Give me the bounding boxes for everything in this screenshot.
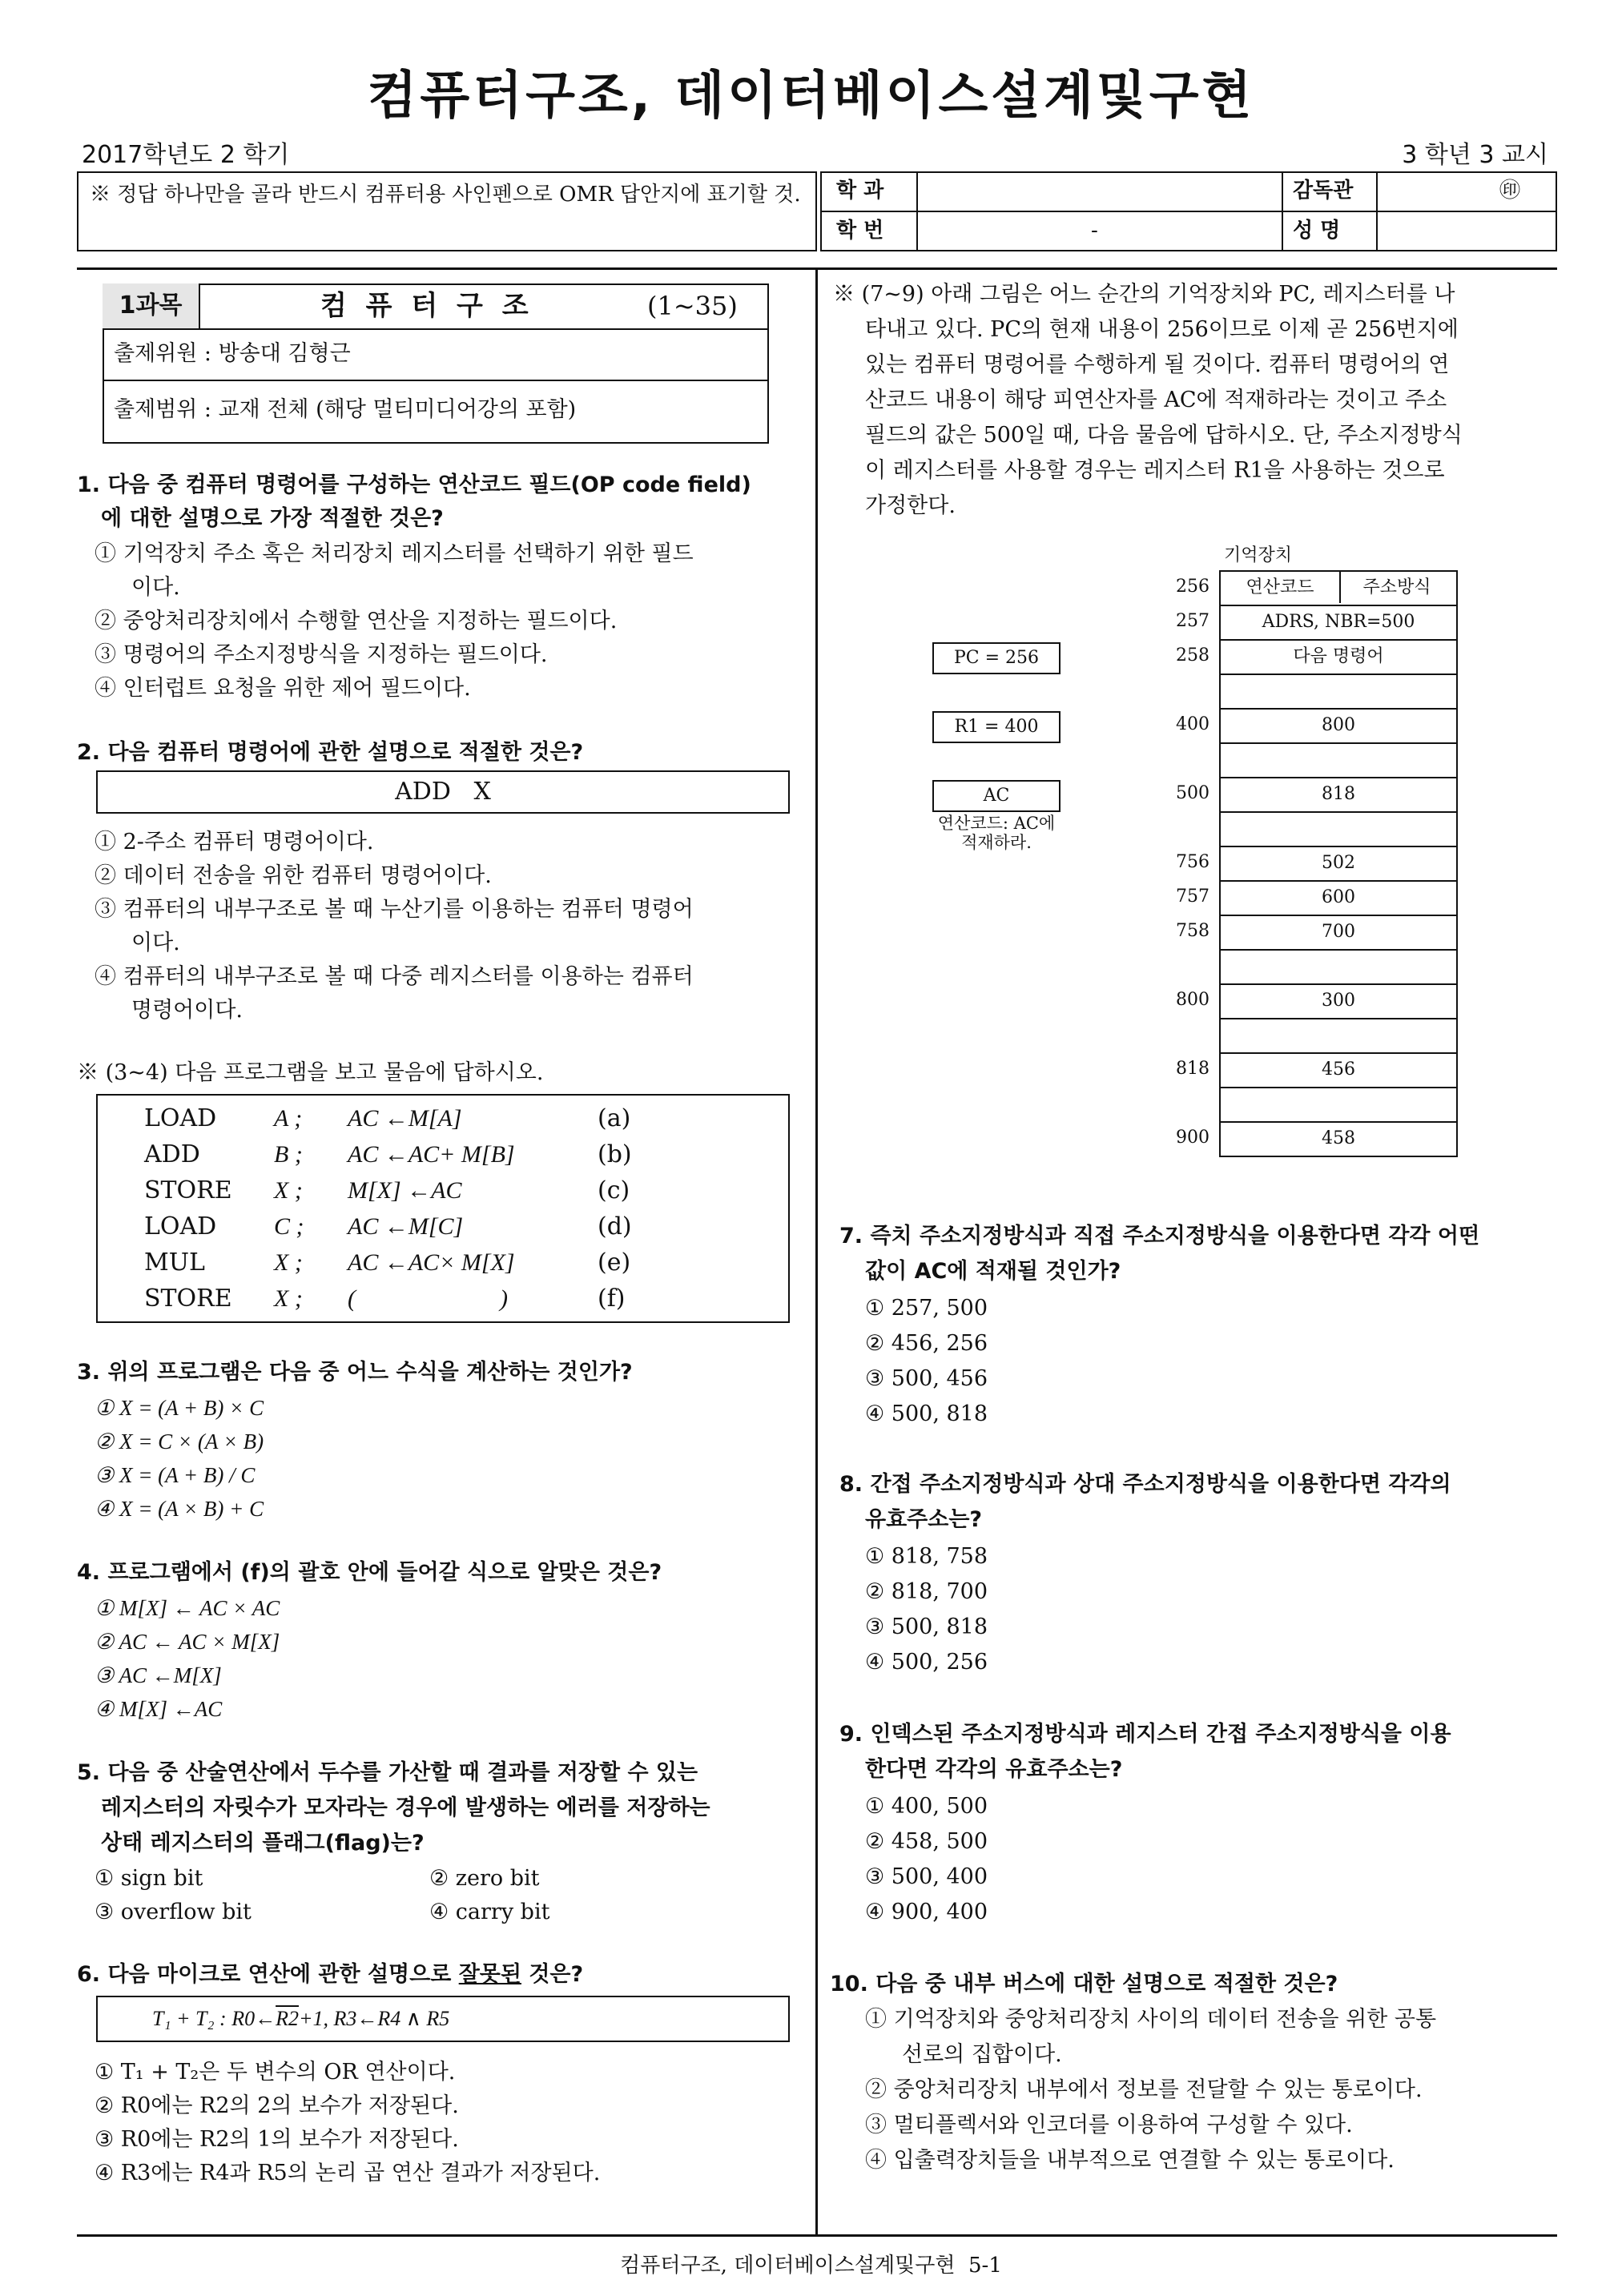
memory-cell: [1219, 742, 1458, 778]
notice-text: ※ 정답 하나만을 골라 반드시 컴퓨터용 사인펜으로 OMR 답안지에 표기할 것.: [90, 183, 801, 207]
q4-option[interactable]: ④ M[X] ←AC: [95, 1697, 223, 1721]
ac-note: 적재하라.: [961, 833, 1032, 852]
q79-intro: ※ (7~9) 아래 그림은 어느 순간의 기억장치와 PC, 레지스터를 나: [833, 282, 1455, 307]
memory-cell: [1219, 811, 1458, 847]
memory-cell: [1219, 674, 1458, 710]
memory-cell: 700: [1219, 915, 1458, 951]
q10-stem: 10. 다음 중 내부 버스에 대한 설명으로 적절한 것은?: [830, 1972, 1338, 1996]
q1-stem-cont: 에 대한 설명으로 가장 적절한 것은?: [101, 506, 444, 531]
seal-mark: ㊞: [1499, 179, 1521, 203]
q4-stem: 4. 프로그램에서 (f)의 괄호 안에 들어갈 식으로 알맞은 것은?: [77, 1560, 662, 1585]
q7-option[interactable]: ② 456, 256: [865, 1331, 988, 1356]
memory-address: 756: [1176, 852, 1209, 872]
q5-option[interactable]: ③ overflow bit: [95, 1900, 252, 1924]
q10-option[interactable]: ③ 멀티플렉서와 인코더를 이용하여 구성할 수 있다.: [865, 2113, 1353, 2137]
q9-option[interactable]: ② 458, 500: [865, 1829, 988, 1854]
q5-stem-cont: 레지스터의 자릿수가 모자라는 경우에 발생하는 에러를 저장하는: [101, 1795, 710, 1820]
subject-scope: 출제범위 : 교재 전체 (해당 멀티미디어강의 포함): [114, 397, 577, 422]
subject-range: (1~35): [647, 291, 738, 321]
subject-author: 출제위원 : 방송대 김형근: [114, 341, 351, 366]
memory-cell: ADRS, NBR=500: [1219, 605, 1458, 641]
q5-option[interactable]: ① sign bit: [95, 1866, 203, 1891]
q6-option[interactable]: ① T₁ + T₂은 두 변수의 OR 연산이다.: [95, 2060, 456, 2085]
q3-option[interactable]: ① X = (A + B) × C: [95, 1396, 264, 1420]
id-label: 학 번: [836, 219, 884, 243]
memory-cell: 800: [1219, 708, 1458, 744]
supervisor-label: 감독관: [1293, 179, 1354, 203]
q4-option[interactable]: ③ AC ←M[X]: [95, 1663, 222, 1687]
q6-option[interactable]: ③ R0에는 R2의 1의 보수가 저장된다.: [95, 2127, 459, 2152]
memory-address: 900: [1176, 1128, 1209, 1148]
q7-stem-cont: 값이 AC에 적재될 것인가?: [865, 1259, 1121, 1284]
q2-instruction: ADD X: [395, 778, 491, 806]
q8-stem-cont: 유효주소는?: [865, 1507, 983, 1532]
q1-option[interactable]: ④ 인터럽트 요청을 위한 제어 필드이다.: [95, 676, 471, 701]
q10-option[interactable]: ② 중앙처리장치 내부에서 정보를 전달할 수 있는 통로이다.: [865, 2077, 1423, 2102]
ac-register: AC: [932, 780, 1061, 812]
q10-option[interactable]: ① 기억장치와 중앙처리장치 사이의 데이터 전송을 위한 공통: [865, 2007, 1437, 2032]
q79-intro: 필드의 값은 500일 때, 다음 물음에 답하시오. 단, 주소지정방식: [865, 423, 1463, 448]
q6-stem: 6. 다음 마이크로 연산에 관한 설명으로 잘못된 것은?: [77, 1962, 584, 1987]
q8-stem: 8. 간접 주소지정방식과 상대 주소지정방식을 이용한다면 각각의: [839, 1472, 1451, 1497]
ac-note: 연산코드: AC에: [937, 814, 1056, 833]
memory-cell: 818: [1219, 777, 1458, 813]
q2-option[interactable]: ④ 컴퓨터의 내부구조로 볼 때 다중 레지스터를 이용하는 컴퓨터: [95, 964, 694, 989]
memory-cell: 458: [1219, 1121, 1458, 1157]
memory-address: 256: [1176, 577, 1209, 597]
q2-option[interactable]: ① 2-주소 컴퓨터 명령어이다.: [95, 830, 374, 854]
memory-address: 757: [1176, 887, 1209, 907]
q79-intro: 가정한다.: [865, 493, 956, 518]
q5-stem-cont: 상태 레지스터의 플래그(flag)는?: [101, 1831, 425, 1856]
program-line: STORE X ; M[X] ←AC (c): [144, 1176, 630, 1204]
memory-address: 500: [1176, 783, 1209, 803]
program-line: LOAD A ; AC ←M[A] (a): [144, 1104, 631, 1132]
page-footer: 컴퓨터구조, 데이터베이스설계및구현 5-1: [620, 2254, 1002, 2278]
opcode-field-label: 연산코드: [1221, 572, 1341, 603]
memory-title: 기억장치: [1224, 545, 1293, 565]
q5-option[interactable]: ② zero bit: [429, 1866, 540, 1891]
q5-stem: 5. 다음 중 산술연산에서 두수를 가산할 때 결과를 저장할 수 있는: [77, 1760, 698, 1785]
q4-option[interactable]: ② AC ← AC × M[X]: [95, 1630, 280, 1654]
q9-option[interactable]: ① 400, 500: [865, 1794, 988, 1819]
q34-intro: ※ (3~4) 다음 프로그램을 보고 물음에 답하시오.: [77, 1060, 544, 1085]
q2-stem: 2. 다음 컴퓨터 명령어에 관한 설명으로 적절한 것은?: [77, 740, 584, 765]
q3-stem: 3. 위의 프로그램은 다음 중 어느 수식을 계산하는 것인가?: [77, 1360, 633, 1385]
q79-intro: 있는 컴퓨터 명령어를 수행하게 될 것이다. 컴퓨터 명령어의 연: [865, 352, 1450, 377]
q9-option[interactable]: ④ 900, 400: [865, 1900, 988, 1924]
subject-name: 컴 퓨 터 구 조: [320, 290, 533, 322]
memory-cell: [1219, 949, 1458, 985]
q6-option[interactable]: ② R0에는 R2의 2의 보수가 저장된다.: [95, 2093, 459, 2118]
memory-cell: [1219, 1018, 1458, 1054]
q1-option[interactable]: ③ 명령어의 주소지정방식을 지정하는 필드이다.: [95, 642, 548, 667]
exam-year: 2017학년도 2 학기: [82, 141, 290, 169]
q3-option[interactable]: ② X = C × (A × B): [95, 1429, 264, 1454]
q8-option[interactable]: ② 818, 700: [865, 1579, 988, 1604]
q8-option[interactable]: ④ 500, 256: [865, 1650, 988, 1675]
q79-intro: 타내고 있다. PC의 현재 내용이 256이므로 이제 곧 256번지에: [865, 317, 1459, 342]
q8-option[interactable]: ③ 500, 818: [865, 1614, 988, 1639]
memory-address: 257: [1176, 611, 1209, 631]
q79-intro: 이 레지스터를 사용할 경우는 레지스터 R1을 사용하는 것으로: [865, 458, 1445, 483]
q1-stem: 1. 다음 중 컴퓨터 명령어를 구성하는 연산코드 필드(OP code field): [77, 472, 751, 497]
q3-option[interactable]: ③ X = (A + B) / C: [95, 1463, 256, 1487]
q7-option[interactable]: ④ 500, 818: [865, 1401, 988, 1426]
memory-cell: 456: [1219, 1052, 1458, 1088]
memory-cell: 502: [1219, 846, 1458, 882]
q7-option[interactable]: ③ 500, 456: [865, 1366, 988, 1391]
pc-register: PC = 256: [932, 642, 1061, 674]
mode-field-label: 주소방식: [1362, 577, 1431, 597]
q7-stem: 7. 즉치 주소지정방식과 직접 주소지정방식을 이용한다면 각각 어떤: [839, 1224, 1480, 1249]
memory-address: 758: [1176, 921, 1209, 941]
q9-stem-cont: 한다면 각각의 유효주소는?: [865, 1757, 1123, 1782]
memory-address: 400: [1176, 714, 1209, 734]
q2-option[interactable]: ③ 컴퓨터의 내부구조로 볼 때 누산기를 이용하는 컴퓨터 명령어: [95, 897, 694, 922]
id-dash: -: [1091, 219, 1098, 243]
q6-option[interactable]: ④ R3에는 R4과 R5의 논리 곱 연산 결과가 저장된다.: [95, 2161, 601, 2185]
name-label: 성 명: [1293, 219, 1341, 243]
q7-option[interactable]: ① 257, 500: [865, 1296, 988, 1321]
dept-label: 학 과: [836, 179, 884, 203]
r1-register: R1 = 400: [932, 711, 1061, 743]
memory-address: 818: [1176, 1059, 1209, 1079]
q9-option[interactable]: ③ 500, 400: [865, 1864, 988, 1889]
memory-cell: [1219, 1087, 1458, 1123]
memory-address: 258: [1176, 645, 1209, 665]
q2-option-cont: 이다.: [131, 931, 180, 955]
q6-microop: T₁ + T₂ : R0←R2+1, R3←R4 ∧ R5: [152, 2007, 450, 2030]
q3-option[interactable]: ④ X = (A × B) + C: [95, 1497, 264, 1521]
program-line: STORE X ; ( ) (f): [144, 1285, 626, 1313]
program-listing: [139, 1100, 637, 1317]
memory-cell: [1219, 570, 1458, 606]
q4-option[interactable]: ① M[X] ← AC × AC: [95, 1596, 280, 1620]
memory-cell: 600: [1219, 880, 1458, 916]
q9-stem: 9. 인덱스된 주소지정방식과 레지스터 간접 주소지정방식을 이용: [839, 1722, 1451, 1747]
q1-option[interactable]: ② 중앙처리장치에서 수행할 연산을 지정하는 필드이다.: [95, 609, 618, 633]
q1-option-cont: 이다.: [131, 575, 180, 600]
memory-cell: 다음 명령어: [1219, 639, 1458, 675]
program-line: LOAD C ; AC ←M[C] (d): [144, 1212, 632, 1240]
memory-cell: 300: [1219, 983, 1458, 1019]
page-title: 컴퓨터구조, 데이터베이스설계및구현: [367, 66, 1255, 126]
program-line: MUL X ; AC ←AC× M[X] (e): [144, 1249, 631, 1277]
exam-grade: 3 학년 3 교시: [1402, 141, 1548, 169]
program-line: ADD B ; AC ←AC+ M[B] (b): [144, 1140, 632, 1168]
memory-address: 800: [1176, 990, 1209, 1010]
q8-option[interactable]: ① 818, 758: [865, 1544, 988, 1569]
subject-tag: 1과목: [103, 283, 199, 328]
q10-option-cont: 선로의 집합이다.: [902, 2042, 1062, 2067]
q79-intro: 산코드 내용이 해당 피연산자를 AC에 적재하라는 것이고 주소: [865, 388, 1447, 412]
q2-option-cont: 명령어이다.: [131, 998, 243, 1023]
q5-option[interactable]: ④ carry bit: [429, 1900, 550, 1924]
q2-option[interactable]: ② 데이터 전송을 위한 컴퓨터 명령어이다.: [95, 863, 492, 888]
q1-option[interactable]: ① 기억장치 주소 혹은 처리장치 레지스터를 선택하기 위한 필드: [95, 541, 694, 566]
q10-option[interactable]: ④ 입출력장치들을 내부적으로 연결할 수 있는 통로이다.: [865, 2148, 1395, 2173]
